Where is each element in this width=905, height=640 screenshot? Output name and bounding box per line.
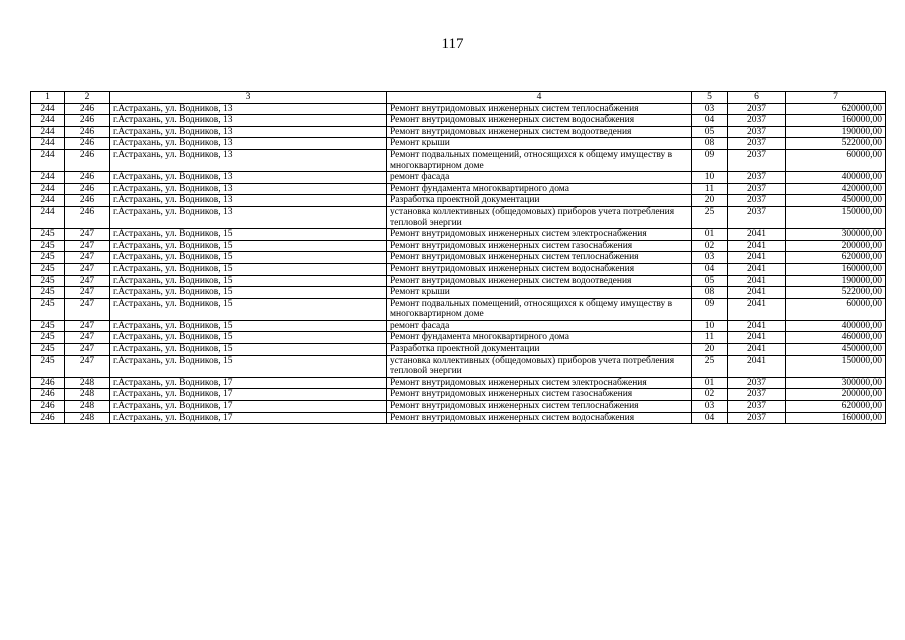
work-type-cell: Ремонт подвальных помещений, относящихся к общему имуществу в многоквартирном доме: [387, 149, 692, 171]
cost-cell: 522000,00: [786, 138, 886, 150]
work-code-cell: 08: [692, 287, 728, 299]
work-code-cell: 04: [692, 263, 728, 275]
table-row: [31, 126, 886, 138]
cost-cell: 450000,00: [786, 344, 886, 356]
house-id-cell: 248: [65, 377, 110, 389]
header-row: [31, 92, 886, 104]
house-id-cell: 247: [65, 240, 110, 252]
work-code-cell: 03: [692, 103, 728, 115]
house-id-cell: 246: [65, 149, 110, 171]
table-row: [31, 401, 886, 413]
house-id-cell: 246: [65, 195, 110, 207]
year-cell: 2037: [728, 103, 786, 115]
year-cell: 2041: [728, 229, 786, 241]
year-cell: 2037: [728, 412, 786, 424]
work-code-cell: 09: [692, 298, 728, 320]
table-row: [31, 206, 886, 228]
house-id-cell: 247: [65, 252, 110, 264]
column-header: 2: [65, 92, 110, 104]
year-cell: 2037: [728, 206, 786, 228]
work-type-cell: Ремонт внутридомовых инженерных систем электроснабжения: [387, 377, 692, 389]
table-row: [31, 103, 886, 115]
cost-cell: 400000,00: [786, 320, 886, 332]
work-code-cell: 01: [692, 377, 728, 389]
work-type-cell: Ремонт внутридомовых инженерных систем электроснабжения: [387, 229, 692, 241]
house-id-cell: 246: [65, 183, 110, 195]
address-cell: г.Астрахань, ул. Водников, 17: [110, 412, 387, 424]
cost-cell: 420000,00: [786, 183, 886, 195]
year-cell: 2037: [728, 195, 786, 207]
house-id-cell: 246: [65, 172, 110, 184]
work-type-cell: установка коллективных (общедомовых) приборов учета потребления тепловой энергии: [387, 355, 692, 377]
year-cell: 2041: [728, 320, 786, 332]
cost-cell: 160000,00: [786, 412, 886, 424]
row-number-cell: 245: [31, 332, 65, 344]
cost-cell: 150000,00: [786, 355, 886, 377]
year-cell: 2041: [728, 263, 786, 275]
work-type-cell: Разработка проектной документации: [387, 344, 692, 356]
table-row: [31, 195, 886, 207]
row-number-cell: 244: [31, 206, 65, 228]
work-type-cell: Ремонт внутридомовых инженерных систем водоотведения: [387, 126, 692, 138]
year-cell: 2041: [728, 287, 786, 299]
table-row: [31, 138, 886, 150]
row-number-cell: 244: [31, 126, 65, 138]
address-cell: г.Астрахань, ул. Водников, 13: [110, 206, 387, 228]
work-type-cell: Разработка проектной документации: [387, 195, 692, 207]
page-number: 117: [441, 36, 464, 52]
work-type-cell: Ремонт внутридомовых инженерных систем газоснабжения: [387, 389, 692, 401]
cost-cell: 190000,00: [786, 126, 886, 138]
row-number-cell: 246: [31, 401, 65, 413]
work-type-cell: Ремонт внутридомовых инженерных систем водоснабжения: [387, 412, 692, 424]
work-code-cell: 11: [692, 183, 728, 195]
cost-cell: 150000,00: [786, 206, 886, 228]
work-type-cell: Ремонт внутридомовых инженерных систем водоснабжения: [387, 115, 692, 127]
row-number-cell: 244: [31, 103, 65, 115]
row-number-cell: 245: [31, 355, 65, 377]
work-type-cell: Ремонт фундамента многоквартирного дома: [387, 332, 692, 344]
house-id-cell: 248: [65, 412, 110, 424]
address-cell: г.Астрахань, ул. Водников, 13: [110, 138, 387, 150]
address-cell: г.Астрахань, ул. Водников, 13: [110, 103, 387, 115]
address-cell: г.Астрахань, ул. Водников, 13: [110, 149, 387, 171]
cost-cell: 200000,00: [786, 240, 886, 252]
year-cell: 2037: [728, 149, 786, 171]
year-cell: 2041: [728, 275, 786, 287]
work-code-cell: 10: [692, 172, 728, 184]
address-cell: г.Астрахань, ул. Водников, 13: [110, 183, 387, 195]
cost-cell: 190000,00: [786, 275, 886, 287]
cost-cell: 460000,00: [786, 332, 886, 344]
table-row: [31, 377, 886, 389]
work-code-cell: 20: [692, 195, 728, 207]
address-cell: г.Астрахань, ул. Водников, 17: [110, 389, 387, 401]
row-number-cell: 244: [31, 138, 65, 150]
table-row: [31, 115, 886, 127]
address-cell: г.Астрахань, ул. Водников, 17: [110, 377, 387, 389]
cost-cell: 400000,00: [786, 172, 886, 184]
row-number-cell: 245: [31, 240, 65, 252]
row-number-cell: 244: [31, 172, 65, 184]
address-cell: г.Астрахань, ул. Водников, 15: [110, 229, 387, 241]
cost-cell: 300000,00: [786, 229, 886, 241]
table-row: [31, 172, 886, 184]
house-id-cell: 248: [65, 389, 110, 401]
work-type-cell: Ремонт внутридомовых инженерных систем теплоснабжения: [387, 252, 692, 264]
table-row: [31, 240, 886, 252]
house-id-cell: 247: [65, 287, 110, 299]
table-row: [31, 389, 886, 401]
table-row: [31, 275, 886, 287]
work-code-cell: 20: [692, 344, 728, 356]
house-id-cell: 246: [65, 103, 110, 115]
work-type-cell: Ремонт внутридомовых инженерных систем теплоснабжения: [387, 103, 692, 115]
address-cell: г.Астрахань, ул. Водников, 15: [110, 355, 387, 377]
table-row: [31, 298, 886, 320]
year-cell: 2037: [728, 115, 786, 127]
table-row: [31, 355, 886, 377]
work-type-cell: ремонт фасада: [387, 172, 692, 184]
work-type-cell: ремонт фасада: [387, 320, 692, 332]
work-type-cell: Ремонт крыши: [387, 138, 692, 150]
address-cell: г.Астрахань, ул. Водников, 15: [110, 263, 387, 275]
address-cell: г.Астрахань, ул. Водников, 13: [110, 195, 387, 207]
row-number-cell: 244: [31, 195, 65, 207]
house-id-cell: 247: [65, 229, 110, 241]
year-cell: 2037: [728, 172, 786, 184]
year-cell: 2037: [728, 126, 786, 138]
house-id-cell: 247: [65, 320, 110, 332]
cost-cell: 300000,00: [786, 377, 886, 389]
row-number-cell: 244: [31, 115, 65, 127]
year-cell: 2037: [728, 401, 786, 413]
address-cell: г.Астрахань, ул. Водников, 15: [110, 344, 387, 356]
year-cell: 2037: [728, 138, 786, 150]
house-id-cell: 247: [65, 344, 110, 356]
table-row: [31, 263, 886, 275]
column-header: 3: [110, 92, 387, 104]
year-cell: 2037: [728, 183, 786, 195]
address-cell: г.Астрахань, ул. Водников, 13: [110, 115, 387, 127]
table-row: [31, 287, 886, 299]
year-cell: 2037: [728, 377, 786, 389]
address-cell: г.Астрахань, ул. Водников, 15: [110, 240, 387, 252]
work-code-cell: 02: [692, 389, 728, 401]
house-id-cell: 248: [65, 401, 110, 413]
work-code-cell: 09: [692, 149, 728, 171]
work-code-cell: 10: [692, 320, 728, 332]
work-type-cell: установка коллективных (общедомовых) приборов учета потребления тепловой энергии: [387, 206, 692, 228]
address-cell: г.Астрахань, ул. Водников, 15: [110, 332, 387, 344]
table-row: [31, 320, 886, 332]
table-body: [31, 103, 886, 424]
address-cell: г.Астрахань, ул. Водников, 15: [110, 320, 387, 332]
work-code-cell: 02: [692, 240, 728, 252]
house-id-cell: 247: [65, 263, 110, 275]
row-number-cell: 245: [31, 252, 65, 264]
house-id-cell: 246: [65, 115, 110, 127]
row-number-cell: 245: [31, 229, 65, 241]
year-cell: 2041: [728, 332, 786, 344]
table-row: [31, 252, 886, 264]
column-header: 1: [31, 92, 65, 104]
work-code-cell: 05: [692, 275, 728, 287]
address-cell: г.Астрахань, ул. Водников, 15: [110, 298, 387, 320]
house-id-cell: 247: [65, 298, 110, 320]
row-number-cell: 246: [31, 412, 65, 424]
address-cell: г.Астрахань, ул. Водников, 13: [110, 172, 387, 184]
table-row: [31, 149, 886, 171]
column-header: 6: [728, 92, 786, 104]
work-type-cell: Ремонт внутридомовых инженерных систем водоотведения: [387, 275, 692, 287]
house-id-cell: 246: [65, 126, 110, 138]
address-cell: г.Астрахань, ул. Водников, 13: [110, 126, 387, 138]
work-code-cell: 05: [692, 126, 728, 138]
house-id-cell: 246: [65, 138, 110, 150]
address-cell: г.Астрахань, ул. Водников, 15: [110, 252, 387, 264]
year-cell: 2041: [728, 344, 786, 356]
cost-cell: 160000,00: [786, 115, 886, 127]
address-cell: г.Астрахань, ул. Водников, 15: [110, 287, 387, 299]
cost-cell: 450000,00: [786, 195, 886, 207]
table-row: [31, 412, 886, 424]
row-number-cell: 245: [31, 275, 65, 287]
work-code-cell: 03: [692, 252, 728, 264]
work-type-cell: Ремонт внутридомовых инженерных систем водоснабжения: [387, 263, 692, 275]
work-code-cell: 01: [692, 229, 728, 241]
year-cell: 2041: [728, 298, 786, 320]
cost-cell: 200000,00: [786, 389, 886, 401]
work-code-cell: 03: [692, 401, 728, 413]
repair-schedule-table: [30, 91, 886, 424]
row-number-cell: 246: [31, 377, 65, 389]
column-header: 4: [387, 92, 692, 104]
address-cell: г.Астрахань, ул. Водников, 17: [110, 401, 387, 413]
work-code-cell: 25: [692, 206, 728, 228]
work-type-cell: Ремонт внутридомовых инженерных систем газоснабжения: [387, 240, 692, 252]
year-cell: 2041: [728, 252, 786, 264]
year-cell: 2041: [728, 355, 786, 377]
column-header: 7: [786, 92, 886, 104]
table-row: [31, 344, 886, 356]
row-number-cell: 245: [31, 287, 65, 299]
row-number-cell: 245: [31, 298, 65, 320]
year-cell: 2037: [728, 389, 786, 401]
work-type-cell: Ремонт фундамента многоквартирного дома: [387, 183, 692, 195]
row-number-cell: 246: [31, 389, 65, 401]
work-code-cell: 04: [692, 115, 728, 127]
work-code-cell: 08: [692, 138, 728, 150]
cost-cell: 160000,00: [786, 263, 886, 275]
cost-cell: 620000,00: [786, 252, 886, 264]
work-code-cell: 04: [692, 412, 728, 424]
work-type-cell: Ремонт подвальных помещений, относящихся к общему имуществу в многоквартирном доме: [387, 298, 692, 320]
work-code-cell: 25: [692, 355, 728, 377]
cost-cell: 60000,00: [786, 298, 886, 320]
cost-cell: 522000,00: [786, 287, 886, 299]
house-id-cell: 247: [65, 275, 110, 287]
work-type-cell: Ремонт крыши: [387, 287, 692, 299]
house-id-cell: 247: [65, 332, 110, 344]
address-cell: г.Астрахань, ул. Водников, 15: [110, 275, 387, 287]
row-number-cell: 244: [31, 183, 65, 195]
row-number-cell: 245: [31, 263, 65, 275]
house-id-cell: 247: [65, 355, 110, 377]
table-row: [31, 229, 886, 241]
table-row: [31, 183, 886, 195]
house-id-cell: 246: [65, 206, 110, 228]
row-number-cell: 245: [31, 320, 65, 332]
cost-cell: 620000,00: [786, 401, 886, 413]
year-cell: 2041: [728, 240, 786, 252]
column-header: 5: [692, 92, 728, 104]
cost-cell: 60000,00: [786, 149, 886, 171]
table-row: [31, 332, 886, 344]
row-number-cell: 244: [31, 149, 65, 171]
work-type-cell: Ремонт внутридомовых инженерных систем теплоснабжения: [387, 401, 692, 413]
cost-cell: 620000,00: [786, 103, 886, 115]
work-code-cell: 11: [692, 332, 728, 344]
row-number-cell: 245: [31, 344, 65, 356]
